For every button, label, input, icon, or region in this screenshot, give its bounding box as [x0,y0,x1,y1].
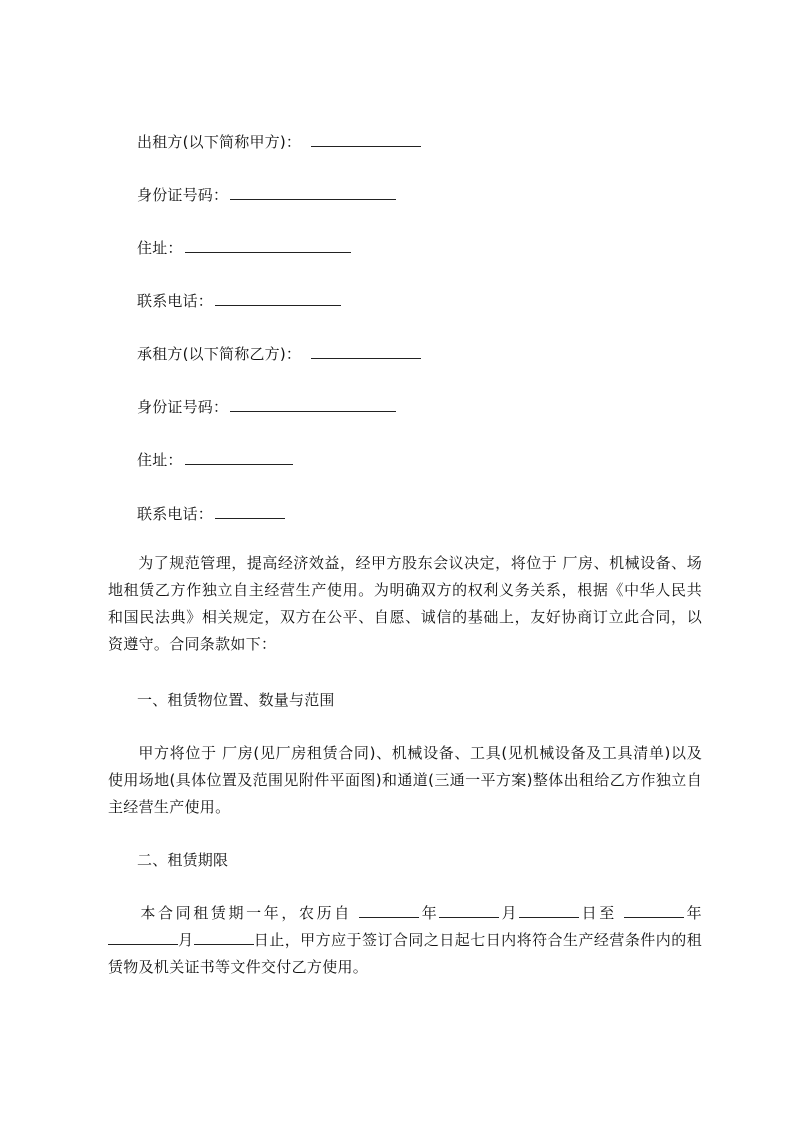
lessee-id-line [137,397,396,417]
lessee-address-label: 住址： [137,451,183,469]
section1-heading: 一、租赁物位置、数量与范围 [137,691,335,709]
end-year-label: 年 [684,904,702,922]
lessor-phone-line [137,291,341,311]
lessor-address-label: 住址： [137,239,183,257]
lessor-address-blank[interactable] [185,238,351,253]
start-day-blank[interactable] [519,903,579,918]
lessor-name-label: 出租方(以下简称甲方)： [137,133,302,151]
lessee-phone-blank[interactable] [215,504,285,519]
lessor-address-line [137,238,351,258]
lessor-name-line [137,132,421,152]
section1-body: 甲方将位于 厂房(见厂房租赁合同)、机械设备、工具(见机械设备及工具清单)以及使用场地(具体位置及范围见附件平面图)和通道(三通一平方案)整体出租给乙方作独立自主经营生产使用。 [108,744,702,816]
lessor-id-label: 身份证号码： [137,186,229,204]
lessee-id-label: 身份证号码： [137,398,229,416]
end-month-label: 月 [178,931,194,949]
lessee-phone-label: 联系电话： [137,505,214,523]
lessor-phone-blank[interactable] [215,291,341,306]
section1-paragraph [108,740,702,821]
start-month-label: 月 [499,904,520,922]
intro-paragraph [108,550,702,658]
lessee-address-blank[interactable] [185,450,293,465]
lessor-id-blank[interactable] [230,185,396,200]
lessee-phone-line [137,504,285,524]
start-year-blank[interactable] [359,903,419,918]
intro-text: 为了规范管理，提高经济效益，经甲方股东会议决定，将位于 厂房、机械设备、场地租赁乙方作独立自主经营生产使用。为明确双方的权利义务关系，根据《中华人民共和国民法典》相关规定，双方在公平、自愿、诚信的基础上，友好协商订立此合同，以资遵守。合同条款如下： [108,554,702,653]
start-year-label: 年 [419,904,440,922]
lessee-name-line [137,344,421,364]
lessee-id-blank[interactable] [230,397,396,412]
end-day-blank[interactable] [194,930,254,945]
start-month-blank[interactable] [439,903,499,918]
lessor-name-blank[interactable] [311,132,421,147]
end-year-blank-2[interactable] [108,930,178,945]
lessor-id-line [137,185,396,205]
lessee-address-line [137,450,293,470]
lessee-name-label: 承租方(以下简称乙方)： [137,345,302,363]
section2-paragraph [108,900,702,981]
section2-heading: 二、租赁期限 [137,851,229,869]
lessee-name-blank[interactable] [311,344,421,359]
lessor-phone-label: 联系电话： [137,292,214,310]
section2-text-start: 本合同租赁期一年，农历自 [138,904,352,922]
start-day-label: 日至 [579,904,617,922]
section2-text-end: 日止，甲方应于签订合同之日起七日内将符合生产经营条件内的租赁物及机关证书等文件交付乙方使用。 [108,931,702,976]
end-year-blank[interactable] [624,903,684,918]
